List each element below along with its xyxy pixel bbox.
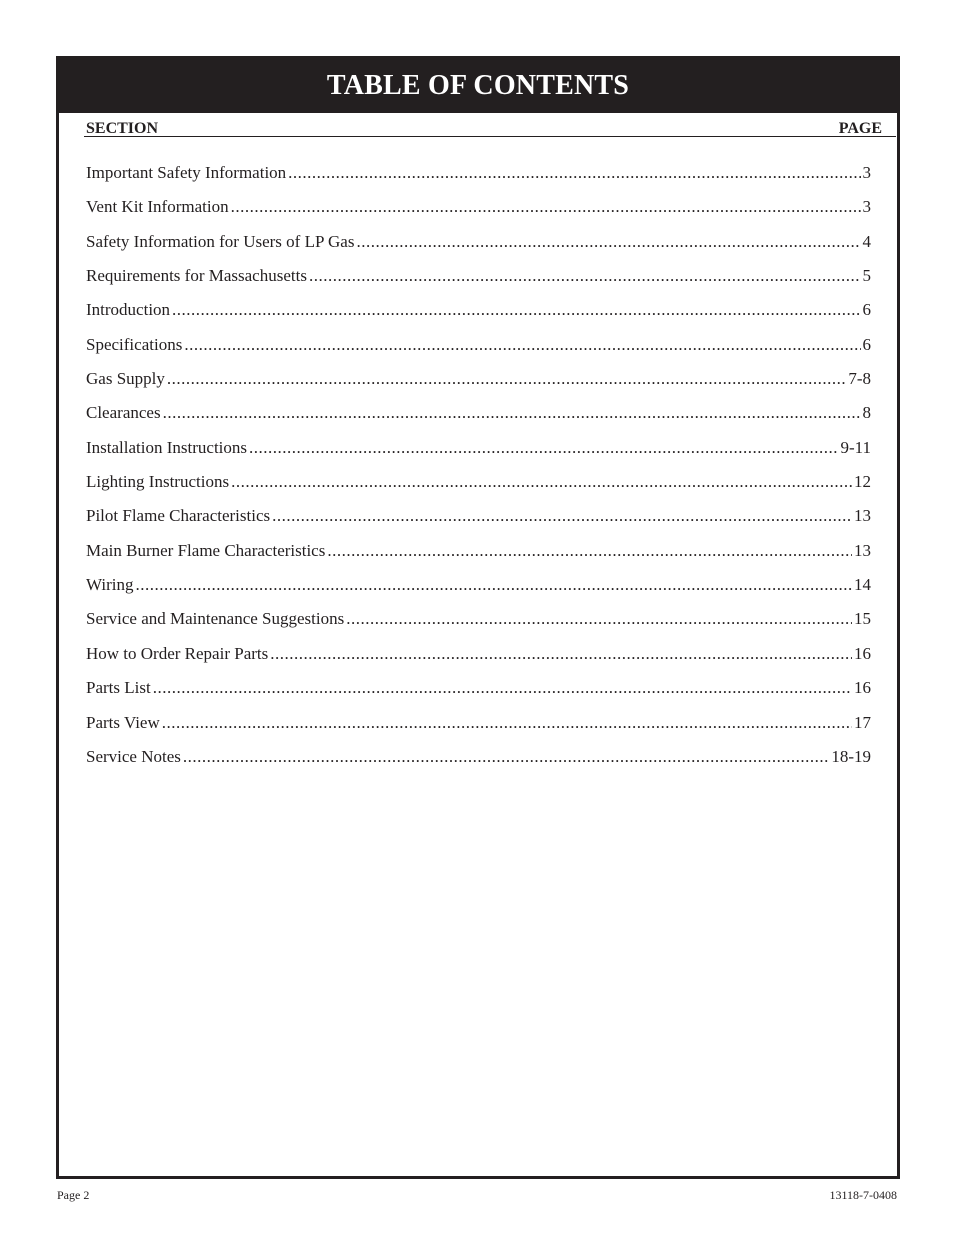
toc-entry [86, 605, 871, 639]
toc-entry-page: 3 [862, 197, 871, 217]
dot-leader [270, 640, 852, 668]
toc-entry [86, 571, 871, 605]
dot-leader [162, 709, 852, 737]
toc-entry [86, 434, 871, 468]
dot-leader [346, 605, 852, 633]
toc-entry-page: 18-19 [831, 746, 871, 766]
toc-entry-label: Lighting Instructions [86, 472, 230, 492]
page-column-label: PAGE [838, 120, 882, 137]
toc-entry [86, 502, 871, 536]
toc-entry [86, 193, 871, 227]
footer-doc-code: 13118-7-0408 [829, 1188, 897, 1202]
toc-entry-page: 12 [854, 472, 871, 492]
dot-leader [153, 674, 852, 702]
dot-leader [163, 399, 861, 427]
toc-entry [86, 262, 871, 296]
dot-leader [356, 228, 860, 256]
toc-frame [56, 56, 900, 1179]
dot-leader [135, 571, 852, 599]
toc-entry-label: Gas Supply [86, 369, 165, 389]
dot-leader [231, 468, 852, 496]
dot-leader [327, 537, 852, 565]
toc-entry-page: 13 [854, 540, 871, 560]
dot-leader [309, 262, 861, 290]
toc-entry-label: Pilot Flame Characteristics [86, 506, 271, 526]
toc-list [86, 159, 871, 777]
toc-entry-label: Requirements for Massachusetts [86, 266, 307, 286]
toc-entry [86, 365, 871, 399]
toc-entry-page: 6 [862, 334, 871, 354]
toc-entry [86, 296, 871, 330]
toc-entry-page: 6 [862, 300, 871, 320]
toc-entry-page: 13 [854, 506, 871, 526]
dot-leader [272, 502, 852, 530]
dot-leader [288, 159, 860, 187]
toc-entry [86, 709, 871, 743]
toc-entry-label: Important Safety Information [86, 163, 287, 182]
dot-leader [172, 296, 860, 324]
toc-entry-page: 16 [854, 678, 871, 698]
toc-entry [86, 674, 871, 708]
toc-entry-page: 16 [854, 643, 871, 663]
dot-leader [167, 365, 846, 393]
toc-entry-label: Specifications [86, 334, 183, 354]
toc-entry-label: Service Notes [86, 746, 181, 766]
toc-entry [86, 228, 871, 262]
page-title: TABLE OF CONTENTS [326, 70, 630, 101]
toc-entry-label: Parts List [86, 678, 151, 698]
toc-entry [86, 399, 871, 433]
toc-entry-label: Service and Maintenance Suggestions [86, 609, 345, 629]
toc-entry [86, 537, 871, 571]
toc-entry-page: 17 [854, 712, 871, 732]
toc-entry-label: Wiring [86, 575, 134, 595]
toc-entry-page: 14 [854, 575, 871, 595]
toc-entry-label: Main Burner Flame Characteristics [86, 540, 326, 560]
toc-entry-label: Vent Kit Information [86, 197, 229, 217]
dot-leader [231, 193, 861, 221]
toc-entry-label: Introduction [86, 300, 171, 320]
toc-entry [86, 640, 871, 674]
toc-entry-page: 7-8 [848, 369, 871, 389]
toc-entry-page: 3 [862, 163, 871, 182]
toc-entry [86, 468, 871, 502]
column-header [84, 119, 896, 137]
toc-entry [86, 743, 871, 777]
title-bar [59, 59, 897, 113]
toc-entry-label: How to Order Repair Parts [86, 643, 269, 663]
toc-entry-page: 5 [862, 266, 871, 286]
footer-page-number: Page 2 [57, 1188, 90, 1202]
dot-leader [183, 743, 829, 771]
toc-entry-label: Parts View [86, 712, 160, 732]
toc-entry-page: 8 [862, 403, 871, 423]
dot-leader [184, 331, 860, 359]
toc-entry-page: 9-11 [840, 437, 871, 457]
section-column-label: SECTION [86, 120, 159, 137]
toc-entry-page: 4 [862, 231, 871, 251]
toc-entry-label: Installation Instructions [86, 437, 248, 457]
toc-entry [86, 331, 871, 365]
dot-leader [249, 434, 838, 462]
toc-entry-label: Safety Information for Users of LP Gas [86, 231, 355, 251]
toc-entry [86, 159, 871, 193]
toc-entry-page: 15 [854, 609, 871, 629]
toc-entry-label: Clearances [86, 403, 161, 423]
